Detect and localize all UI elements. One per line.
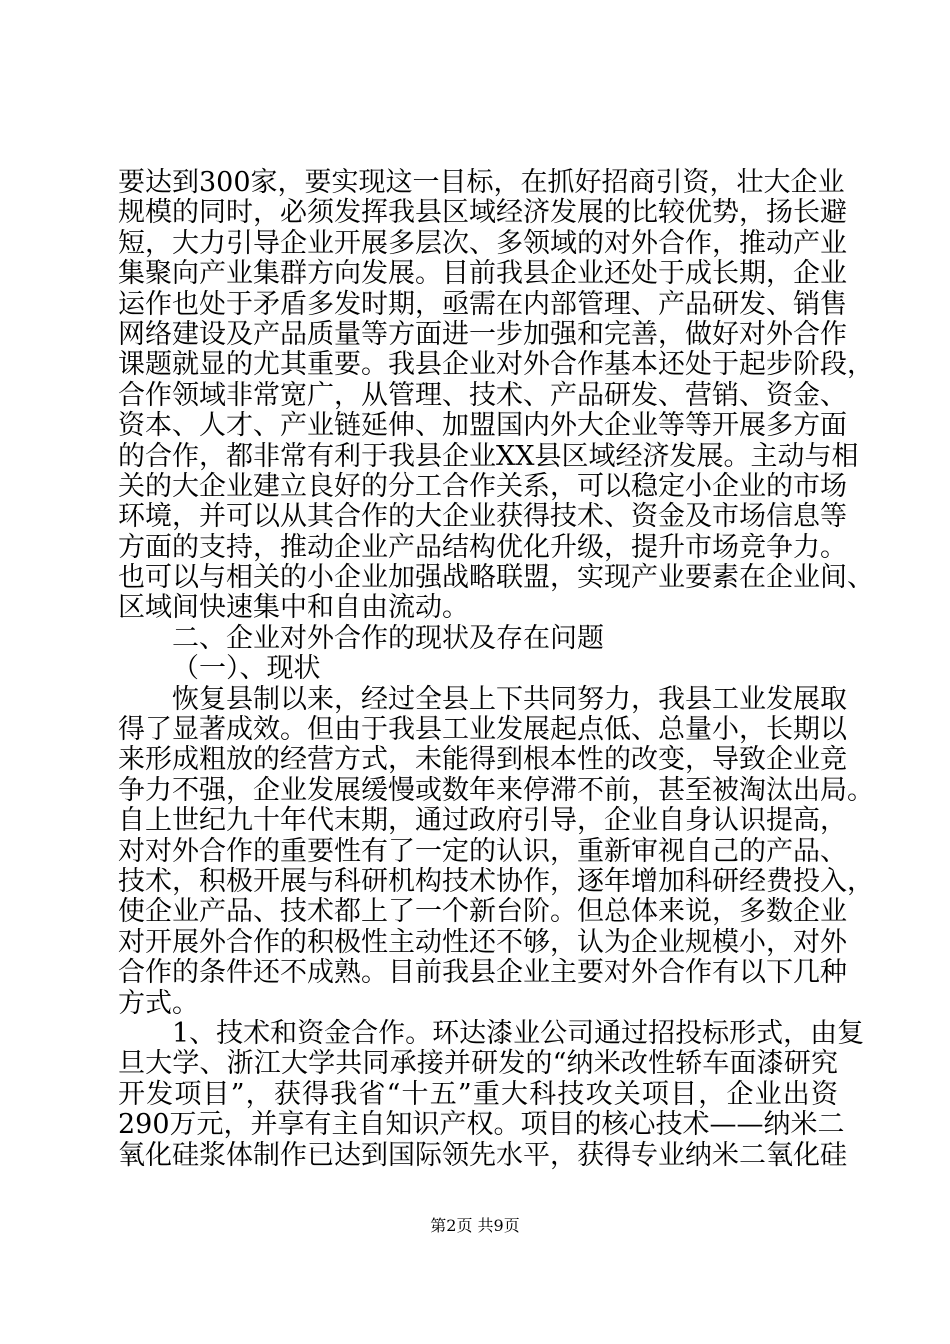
text-line: 氧化硅浆体制作已达到国际领先水平，获得专业纳米二氧化硅 — [118, 1139, 847, 1171]
subsection-heading: （一）、现状 — [172, 653, 321, 685]
page-number-footer: 第2页 共9页 — [430, 1216, 520, 1235]
text-line: 也可以与相关的小企业加强战略联盟，实现产业要素在企业间、 — [118, 562, 874, 594]
text-line: 短，大力引导企业开展多层次、多领域的对外合作，推动产业 — [118, 227, 847, 259]
text-line: 争力不强，企业发展缓慢或数年来停滞不前，甚至被淘汰出局。 — [118, 774, 874, 806]
text-line: 集聚向产业集群方向发展。目前我县企业还处于成长期，企业 — [118, 258, 847, 290]
text-line: 环境，并可以从其合作的大企业获得技术、资金及市场信息等 — [118, 501, 847, 533]
text-line: 技术，积极开展与科研机构技术协作，逐年增加科研经费投入， — [118, 865, 874, 897]
text-line: 合作领域非常宽广，从管理、技术、产品研发、营销、资金、 — [118, 379, 847, 411]
text-line: 对对外合作的重要性有了一定的认识，重新审视自己的产品、 — [118, 835, 847, 867]
text-line: 区域间快速集中和自由流动。 — [118, 592, 469, 624]
text-line: 开发项目”，获得我省“十五”重大科技攻关项目，企业出资 — [118, 1078, 838, 1110]
text-line: 来形成粗放的经营方式，未能得到根本性的改变，导致企业竞 — [118, 744, 847, 776]
text-line: 合作的条件还不成熟。目前我县企业主要对外合作有以下几种 — [118, 957, 847, 989]
text-line: 自上世纪九十年代末期，通过政府引导，企业自身认识提高， — [118, 805, 847, 837]
text-line: 课题就显的尤其重要。我县企业对外合作基本还处于起步阶段， — [118, 349, 874, 381]
text-line: 规模的同时，必须发挥我县区域经济发展的比较优势，扬长避 — [118, 197, 847, 229]
text-line: 方面的支持，推动企业产品结构优化升级，提升市场竞争力。 — [118, 531, 847, 563]
text-line: 资本、人才、产业链延伸、加盟国内外大企业等等开展多方面 — [118, 410, 847, 442]
text-line: 的合作，都非常有利于我县企业XX县区域经济发展。主动与相 — [118, 440, 859, 472]
section-heading: 二、企业对外合作的现状及存在问题 — [172, 622, 604, 654]
text-line: 网络建设及产品质量等方面进一步加强和完善，做好对外合作 — [118, 318, 847, 350]
text-line: 方式。 — [118, 987, 199, 1019]
text-line: 得了显著成效。但由于我县工业发展起点低、总量小，长期以 — [118, 714, 847, 746]
text-line: 使企业产品、技术都上了一个新台阶。但总体来说，多数企业 — [118, 896, 847, 928]
text-line: 旦大学、浙江大学共同承接并研发的“纳米改性轿车面漆研究 — [118, 1048, 838, 1080]
text-line: 恢复县制以来，经过全县上下共同努力，我县工业发展取 — [172, 683, 847, 715]
text-line: 对开展外合作的积极性主动性还不够，认为企业规模小，对外 — [118, 926, 847, 958]
text-line: 290万元，并享有主自知识产权。项目的核心技术——纳米二 — [118, 1109, 845, 1141]
text-line: 关的大企业建立良好的分工合作关系，可以稳定小企业的市场 — [118, 470, 847, 502]
text-line: 要达到300家，要实现这一目标，在抓好招商引资，壮大企业 — [118, 167, 845, 198]
body-text — [118, 167, 874, 1171]
text-line: 1、技术和资金合作。环达漆业公司通过招投标形式，由复 — [172, 1017, 865, 1049]
text-line: 运作也处于矛盾多发时期，亟需在内部管理、产品研发、销售 — [118, 288, 847, 320]
